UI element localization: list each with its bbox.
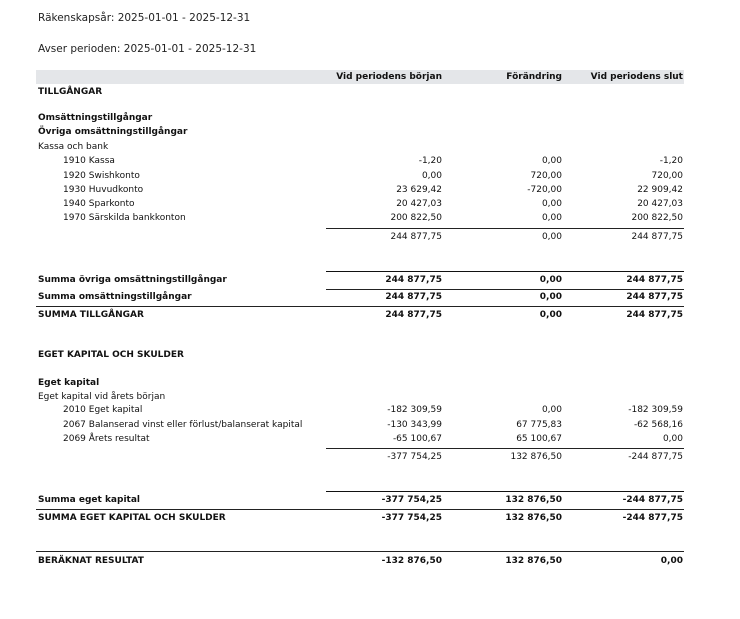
account-label: 1920 Swishkonto — [63, 171, 140, 181]
account-start: -182 309,59 — [387, 405, 442, 415]
sum-ovriga-end: 244 877,75 — [626, 275, 683, 285]
sum-divider — [36, 306, 684, 307]
account-change: 67 775,83 — [516, 420, 562, 430]
account-label: 1970 Särskilda bankkonton — [63, 213, 186, 223]
account-change: 0,00 — [541, 213, 562, 223]
sum-tillgangar-end: 244 877,75 — [626, 310, 683, 320]
result-end: 0,00 — [660, 556, 683, 566]
sum-tillgangar-label: SUMMA TILLGÅNGAR — [38, 310, 144, 320]
account-change: 0,00 — [541, 156, 562, 166]
group-eget-kapital-borjan: Eget kapital vid årets början — [38, 392, 166, 402]
result-label: BERÄKNAT RESULTAT — [38, 556, 144, 566]
account-end: -182 309,59 — [628, 405, 683, 415]
account-end: 720,00 — [651, 171, 683, 181]
subtotal-start: -377 754,25 — [387, 452, 442, 462]
sum-eget-skulder-change: 132 876,50 — [505, 513, 562, 523]
account-label: 1940 Sparkonto — [63, 199, 135, 209]
account-end: 22 909,42 — [637, 185, 683, 195]
account-start: 200 822,50 — [390, 213, 442, 223]
subtotal-divider — [326, 228, 684, 229]
account-end: 200 822,50 — [631, 213, 683, 223]
group-kassa-bank: Kassa och bank — [38, 142, 109, 152]
account-start: 23 629,42 — [396, 185, 442, 195]
subtotal-end: 244 877,75 — [631, 232, 683, 242]
sum-eget-skulder-start: -377 754,25 — [381, 513, 442, 523]
account-label: 2010 Eget kapital — [63, 405, 143, 415]
sum-divider — [326, 491, 684, 492]
account-end: -62 568,16 — [633, 420, 683, 430]
sum-divider — [326, 271, 684, 272]
group-ovriga: Övriga omsättningstillgångar — [38, 127, 188, 137]
sum-eget-end: -244 877,75 — [622, 495, 683, 505]
sum-ovriga-label: Summa övriga omsättningstillgångar — [38, 275, 227, 285]
subtotal-divider — [326, 448, 684, 449]
sum-ovriga-start: 244 877,75 — [385, 275, 442, 285]
sum-divider — [36, 509, 684, 510]
subtotal-change: 0,00 — [541, 232, 562, 242]
column-header-end: Vid periodens slut — [590, 72, 683, 82]
account-label: 1930 Huvudkonto — [63, 185, 144, 195]
account-label: 2067 Balanserad vinst eller förlust/balanserat kapital — [63, 420, 303, 430]
column-header-start: Vid periodens början — [336, 72, 442, 82]
account-change: 0,00 — [541, 199, 562, 209]
sum-oms-change: 0,00 — [539, 292, 562, 302]
group-omsattning: Omsättningstillgångar — [38, 113, 153, 123]
account-end: 0,00 — [662, 434, 683, 444]
group-eget-kapital: Eget kapital — [38, 378, 100, 388]
sum-oms-start: 244 877,75 — [385, 292, 442, 302]
sum-divider — [326, 289, 684, 290]
subtotal-end: -244 877,75 — [628, 452, 683, 462]
account-end: -1,20 — [659, 156, 683, 166]
fiscal-year-text: Räkenskapsår: 2025-01-01 - 2025-12-31 — [38, 12, 251, 24]
subtotal-change: 132 876,50 — [510, 452, 562, 462]
account-label: 2069 Årets resultat — [63, 434, 150, 444]
account-change: 65 100,67 — [516, 434, 562, 444]
sum-oms-end: 244 877,75 — [626, 292, 683, 302]
sum-eget-change: 132 876,50 — [505, 495, 562, 505]
sum-eget-label: Summa eget kapital — [38, 495, 140, 505]
account-start: -130 343,99 — [387, 420, 442, 430]
account-label: 1910 Kassa — [63, 156, 115, 166]
sum-eget-skulder-label: SUMMA EGET KAPITAL OCH SKULDER — [38, 513, 226, 523]
result-start: -132 876,50 — [381, 556, 442, 566]
assets-title: TILLGÅNGAR — [38, 87, 103, 97]
account-start: -65 100,67 — [392, 434, 442, 444]
account-change: -720,00 — [527, 185, 562, 195]
account-start: 0,00 — [421, 171, 442, 181]
account-start: -1,20 — [418, 156, 442, 166]
equity-title: EGET KAPITAL OCH SKULDER — [38, 350, 184, 360]
column-header-change: Förändring — [506, 72, 562, 82]
subtotal-start: 244 877,75 — [390, 232, 442, 242]
sum-ovriga-change: 0,00 — [539, 275, 562, 285]
account-end: 20 427,03 — [637, 199, 683, 209]
sum-tillgangar-start: 244 877,75 — [385, 310, 442, 320]
sum-oms-label: Summa omsättningstillgångar — [38, 292, 192, 302]
account-start: 20 427,03 — [396, 199, 442, 209]
sum-tillgangar-change: 0,00 — [539, 310, 562, 320]
account-change: 0,00 — [541, 405, 562, 415]
account-change: 720,00 — [530, 171, 562, 181]
sum-eget-start: -377 754,25 — [381, 495, 442, 505]
sum-eget-skulder-end: -244 877,75 — [622, 513, 683, 523]
result-divider — [36, 551, 684, 552]
result-change: 132 876,50 — [505, 556, 562, 566]
period-text: Avser perioden: 2025-01-01 - 2025-12-31 — [38, 43, 257, 55]
